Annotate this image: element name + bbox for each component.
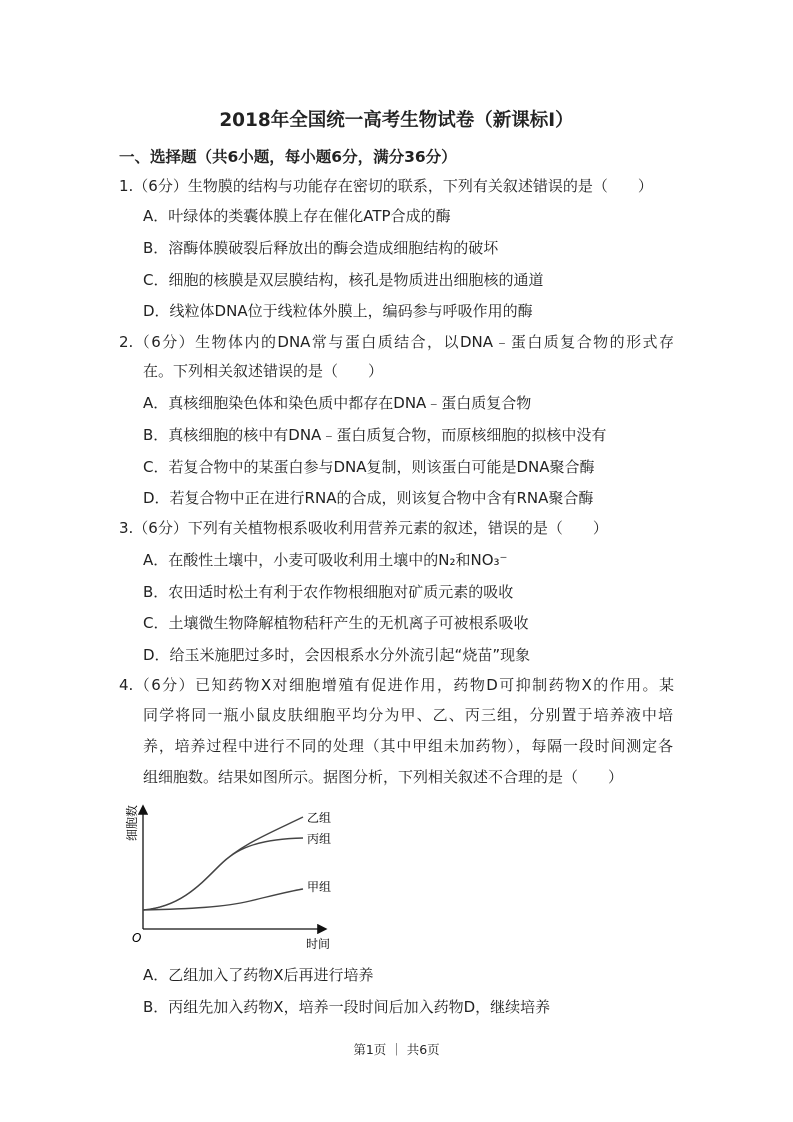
question-3-stem: 3.（6分）下列有关植物根系吸收利用营养元素的叙述，错误的是（ ） <box>119 519 608 537</box>
question-4-stem-cont-1: 同学将同一瓶小鼠皮肤细胞平均分为甲、乙、丙三组，分别置于培养液中培 <box>143 706 673 724</box>
cell-growth-figure <box>110 795 350 955</box>
question-2-stem: 2.（6分）生物体内的DNA常与蛋白质结合，以DNA﹣蛋白质复合物的形式存 <box>119 333 674 351</box>
question-2-option-d: D．若复合物中正在进行RNA的合成，则该复合物中含有RNA聚合酶 <box>143 489 594 507</box>
question-4-stem-cont-3: 组细胞数。结果如图所示。据图分析，下列相关叙述不合理的是（ ） <box>143 768 624 786</box>
question-4-stem-cont-2: 养，培养过程中进行不同的处理（其中甲组未加药物），每隔一段时间测定各 <box>143 737 673 755</box>
question-1-option-a: A．叶绿体的类囊体膜上存在催化ATP合成的酶 <box>143 207 451 225</box>
legend-jia: 甲组 <box>307 880 332 894</box>
curve-bing <box>143 838 303 910</box>
question-1-option-b: B．溶酶体膜破裂后释放出的酶会造成细胞结构的破坏 <box>143 239 499 257</box>
question-3-option-c: C．土壤微生物降解植物秸秆产生的无机离子可被根系吸收 <box>143 614 529 632</box>
question-3-option-a: A．在酸性土壤中，小麦可吸收利用土壤中的N₂和NO₃⁻ <box>143 551 508 569</box>
question-1-stem: 1.（6分）生物膜的结构与功能存在密切的联系，下列有关叙述错误的是（ ） <box>119 177 653 195</box>
curve-yi <box>143 817 303 910</box>
legend-yi: 乙组 <box>307 811 332 825</box>
question-1-option-d: D．线粒体DNA位于线粒体外膜上，编码参与呼吸作用的酶 <box>143 302 533 320</box>
page-title: 2018年全国统一高考生物试卷（新课标Ⅰ） <box>219 110 574 131</box>
question-2-option-a: A．真核细胞染色体和染色质中都存在DNA﹣蛋白质复合物 <box>143 394 532 412</box>
legend-bing: 丙组 <box>307 832 332 846</box>
question-2-option-b: B．真核细胞的核中有DNA﹣蛋白质复合物，而原核细胞的拟核中没有 <box>143 426 607 444</box>
question-2-option-c: C．若复合物中的某蛋白参与DNA复制，则该蛋白可能是DNA聚合酶 <box>143 458 595 476</box>
section-heading: 一、选择题（共6小题，每小题6分，满分36分） <box>119 148 457 166</box>
page-footer: 第1页 ｜ 共6页 <box>353 1042 440 1057</box>
question-3-option-b: B．农田适时松土有利于农作物根细胞对矿质元素的吸收 <box>143 583 514 601</box>
question-4-option-a: A．乙组加入了药物X后再进行培养 <box>143 966 374 984</box>
question-1-option-c: C．细胞的核膜是双层膜结构，核孔是物质进出细胞核的通道 <box>143 271 544 289</box>
question-2-stem-cont: 在。下列相关叙述错误的是（ ） <box>143 362 384 380</box>
curve-jia <box>143 889 303 910</box>
question-3-option-d: D．给玉米施肥过多时，会因根系水分外流引起“烧苗”现象 <box>143 646 531 664</box>
x-axis-label: 时间 <box>306 937 331 951</box>
question-4-stem: 4.（6分）已知药物X对细胞增殖有促进作用，药物D可抑制药物X的作用。某 <box>119 676 674 694</box>
y-axis-label: 细胞数 <box>125 804 139 841</box>
question-4-option-b: B．丙组先加入药物X，培养一段时间后加入药物D，继续培养 <box>143 998 551 1016</box>
origin-label: O <box>132 931 142 945</box>
